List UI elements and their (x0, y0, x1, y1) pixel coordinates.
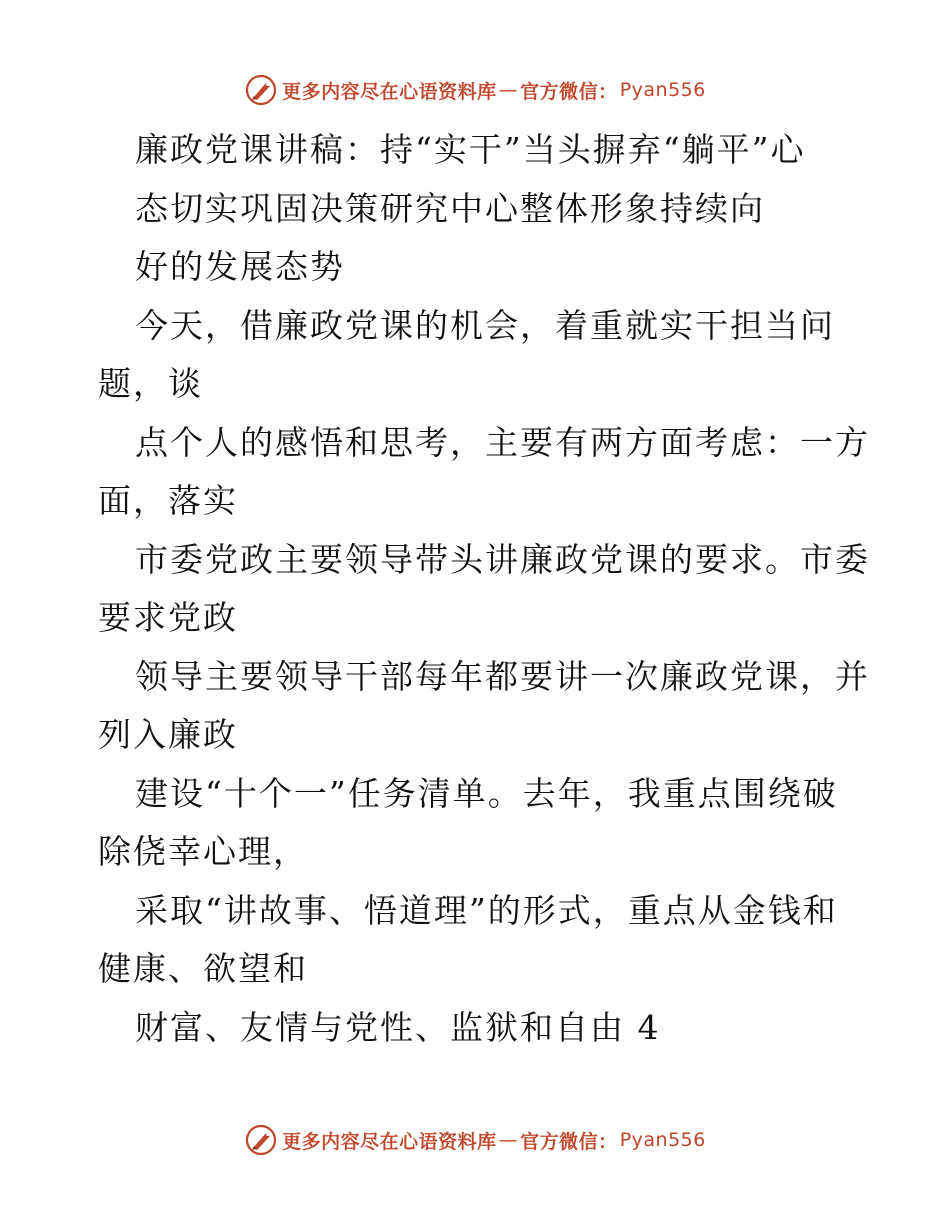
footer-watermark (0, 1122, 950, 1158)
watermark-dash: — (498, 79, 519, 101)
pen-quill-logo-icon (244, 1123, 278, 1157)
watermark-wechat-id: Pyan556 (619, 1129, 706, 1151)
paragraph-line: 今天，借廉政党课的机会，着重就实干担当问 (135, 305, 835, 345)
paragraph-line: 列入廉政 (98, 715, 238, 754)
pen-quill-logo-icon (244, 73, 278, 107)
paragraph-line: 点个人的感悟和思考，主要有两方面考虑：一方 (135, 422, 870, 462)
paragraph-line: 采取“讲故事、悟道理”的形式，重点从金钱和 (135, 890, 838, 930)
watermark-brand: 更多内容尽在心语资料库 (282, 1130, 497, 1153)
watermark-brand: 更多内容尽在心语资料库 (282, 80, 497, 103)
paragraph-line: 财富、友情与党性、监狱和自由 4 (135, 1007, 661, 1047)
paragraph-line: 健康、欲望和 (98, 949, 308, 988)
paragraph-line: 除侥幸心理， (98, 832, 308, 871)
title-line-2: 态切实巩固决策研究中心整体形象持续向 (135, 188, 765, 228)
paragraph-line: 市委党政主要领导带头讲廉政党课的要求。市委 (135, 539, 870, 579)
paragraph-line: 领导主要领导干部每年都要讲一次廉政党课，并 (135, 656, 870, 696)
paragraph-line: 面，落实 (98, 481, 238, 520)
title-line-3: 好的发展态势 (135, 247, 345, 286)
watermark-wechat-label: 官方微信： (520, 80, 618, 103)
paragraph-line: 建设“十个一”任务清单。去年，我重点围绕破 (135, 773, 838, 813)
watermark-wechat-label: 官方微信： (520, 1130, 618, 1153)
watermark-dash: — (498, 1129, 519, 1151)
paragraph-line: 要求党政 (98, 598, 238, 637)
title-line-1: 廉政党课讲稿：持“实干”当头摒弃“躺平”心 (135, 130, 806, 169)
paragraph-line: 题，谈 (98, 364, 203, 403)
watermark-wechat-id: Pyan556 (619, 79, 706, 101)
header-watermark (0, 72, 950, 108)
document-body (98, 121, 870, 1057)
